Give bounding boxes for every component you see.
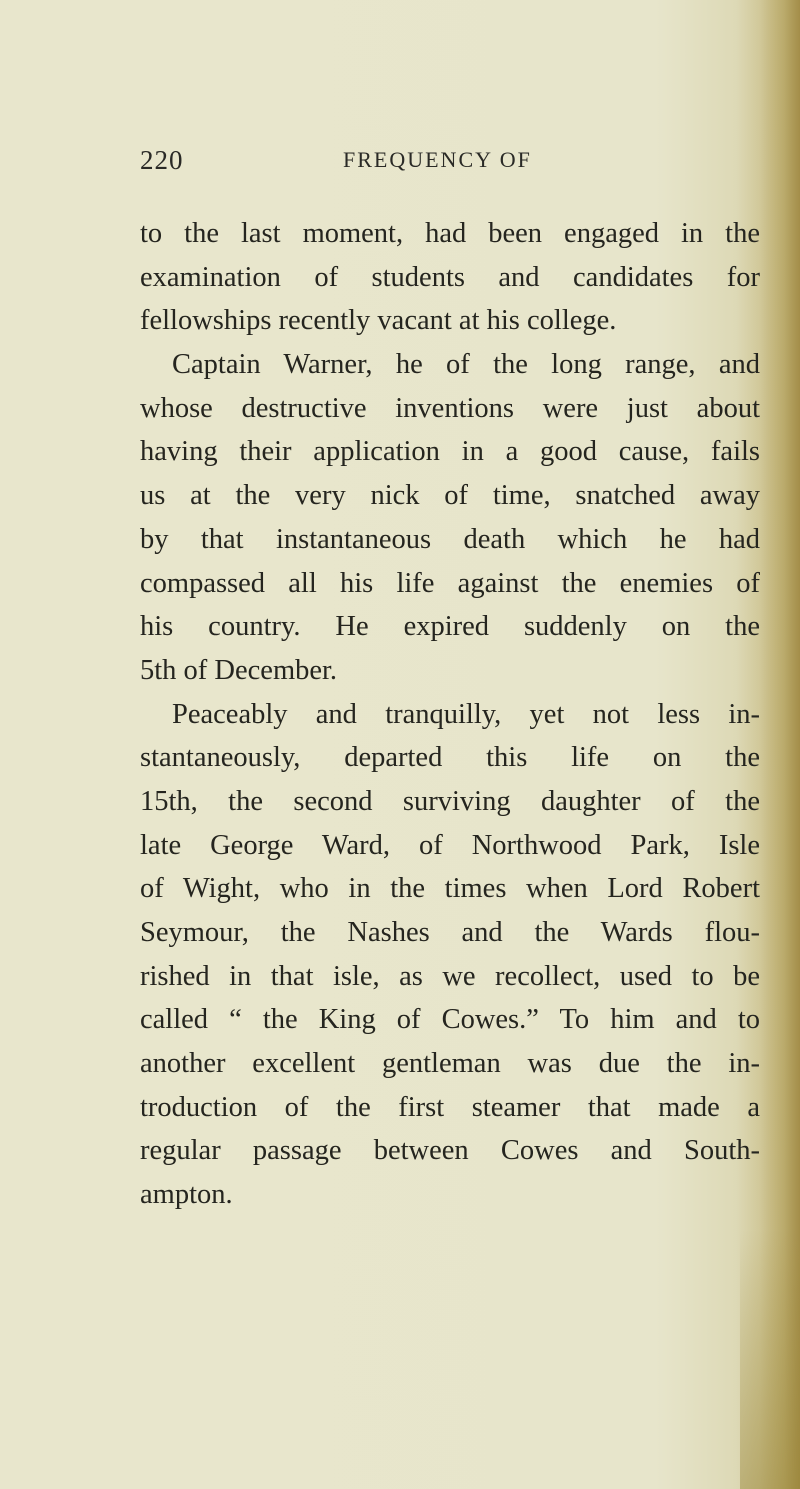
text-line: 5th of December. (140, 654, 338, 686)
page-header (140, 145, 760, 185)
page-corner-stain (740, 1229, 800, 1489)
text-line: Captain Warner, he of the long range, and (172, 349, 760, 381)
text-line: whose destructive inventions were just about (140, 392, 760, 424)
text-line: his country. He expired suddenly on the (140, 611, 760, 643)
text-line: regular passage between Cowes and South- (140, 1135, 760, 1167)
text-line: examination of students and candidates for (140, 261, 760, 293)
text-line: us at the very nick of time, snatched away (140, 480, 760, 512)
text-line: fellowships recently vacant at his college. (140, 305, 617, 337)
text-line: stantaneously, departed this life on the (140, 742, 760, 774)
page-number: 220 (140, 145, 184, 175)
text-line: 15th, the second surviving daughter of the (140, 785, 760, 817)
text-line: called “ the King of Cowes.” To him and to (140, 1004, 760, 1036)
text-line: troduction of the first steamer that made a (140, 1091, 760, 1123)
text-line: rished in that isle, as we recollect, used to be (140, 960, 760, 992)
text-line: another excellent gentleman was due the in- (140, 1048, 760, 1080)
text-line: compassed all his life against the enemies of (140, 567, 760, 599)
text-line: ampton. (140, 1179, 233, 1211)
text-line: Seymour, the Nashes and the Wards flou- (140, 917, 760, 948)
text-line: Peaceably and tranquilly, yet not less in- (172, 698, 760, 730)
text-line: late George Ward, of Northwood Park, Isle (140, 829, 760, 861)
text-line: to the last moment, had been engaged in the (140, 218, 760, 249)
text-line: by that instantaneous death which he had (140, 523, 760, 555)
body-text (140, 212, 760, 1217)
text-line: of Wight, who in the times when Lord Robert (140, 873, 760, 905)
running-head: FREQUENCY OF (343, 147, 532, 172)
text-line: having their application in a good cause, fails (140, 436, 760, 468)
